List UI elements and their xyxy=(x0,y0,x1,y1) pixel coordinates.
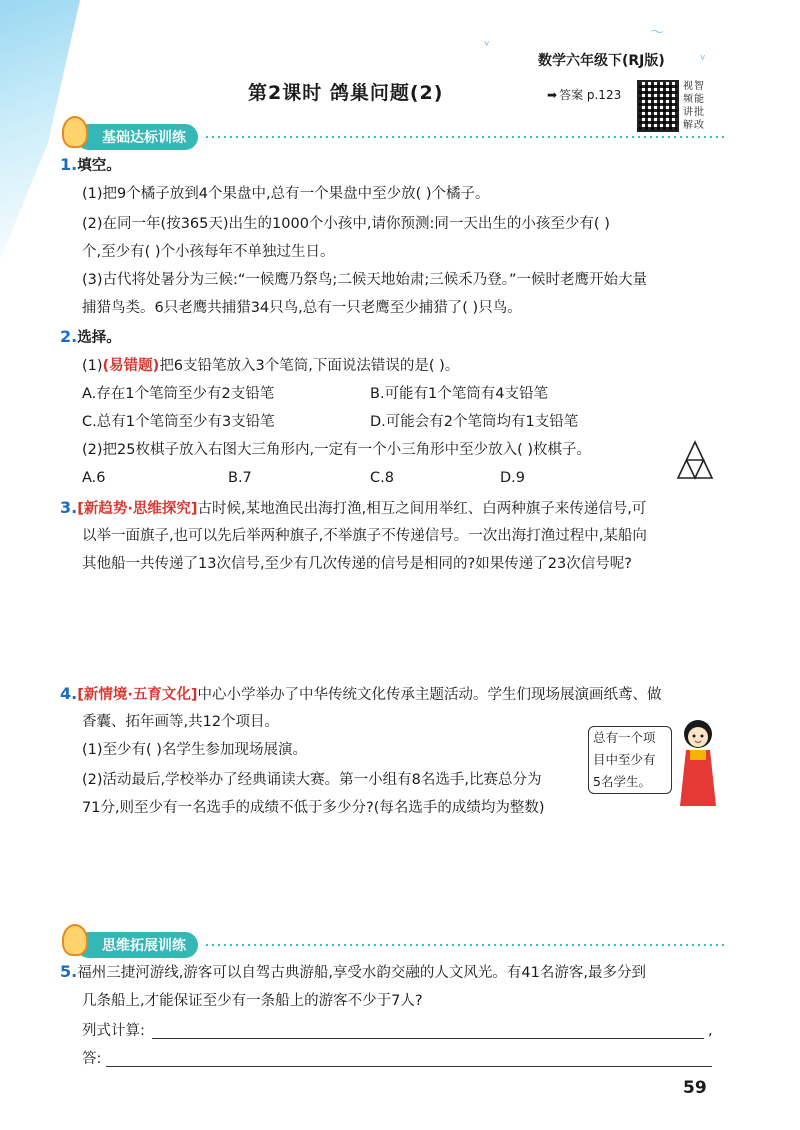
q2-part1-prefix: (1) xyxy=(82,358,103,374)
q1-part2-line2: 个,至少有( )个小孩每年不单独过生日。 xyxy=(82,244,335,260)
question-number: 2. xyxy=(60,327,78,346)
calc-label: 列式计算: xyxy=(82,1023,145,1039)
q4-part1: (1)至少有( )名学生参加现场展演。 xyxy=(82,742,307,758)
answer-label: 答: xyxy=(82,1051,102,1067)
q4-part2-line2: 71分,则至少有一名选手的成绩不低于多少分?(每名选手的成绩均为整数) xyxy=(82,800,545,816)
page-title: 第2课时 鸽巢问题(2) xyxy=(248,82,444,104)
choice-d: D.9 xyxy=(500,470,525,486)
q4-part2-line1: (2)活动最后,学校举办了经典诵读大赛。第一小组有8名选手,比赛总分为 xyxy=(82,772,542,788)
question-4-line1 xyxy=(60,684,661,705)
question-4-line2: 香囊、拓年画等,共12个项目。 xyxy=(82,714,280,730)
book-subtitle: 数学六年级下(RJ版) xyxy=(538,53,665,69)
q1-part2-line1: (2)在同一年(按365天)出生的1000个小孩中,请你预测:同一天出生的小孩至少有( ) xyxy=(82,216,610,232)
answer-line[interactable] xyxy=(106,1066,712,1067)
question-number: 4. xyxy=(60,684,78,703)
question-number: 3. xyxy=(60,498,78,517)
choice-b: B.7 xyxy=(228,470,252,486)
question-heading: 填空。 xyxy=(77,158,121,174)
section-badge xyxy=(76,932,198,958)
question-1-head xyxy=(60,155,121,176)
section-banner-extend xyxy=(76,932,724,958)
option-a: A.存在1个笔筒至少有2支铅笔 xyxy=(82,386,275,402)
q2-part1 xyxy=(82,356,459,376)
q1-part3-line2: 捕猎鸟类。6只老鹰共捕猎34只鸟,总有一只老鹰至少捕猎了( )只鸟。 xyxy=(82,300,522,316)
answer-reference xyxy=(547,86,621,103)
dotted-divider xyxy=(204,944,724,946)
q3-text: 古时候,某地渔民出海打渔,相互之间用举红、白两种旗子来传递信号,可 xyxy=(197,501,647,517)
section-title: 思维拓展训练 xyxy=(102,938,186,954)
arrow-right-icon: ➡ xyxy=(547,88,558,102)
section-banner-basic xyxy=(76,124,724,150)
bubble-line: 总有一个项 xyxy=(593,730,656,745)
choice-a: A.6 xyxy=(82,470,106,486)
page-number: 59 xyxy=(683,1078,707,1098)
q2-part2: (2)把25枚棋子放入右图大三角形内,一定有一个小三角形中至少放入( )枚棋子。 xyxy=(82,442,592,458)
option-b: B.可能有1个笔筒有4支铅笔 xyxy=(370,386,549,402)
mascot-icon xyxy=(62,924,88,956)
triangle-figure xyxy=(676,440,714,480)
q2-part1-text: 把6支铅笔放入3个笔筒,下面说法错误的是( )。 xyxy=(159,358,460,374)
answer-ref-text: 答案 p.123 xyxy=(559,88,622,102)
question-3-line2: 以举一面旗子,也可以先后举两种旗子,不举旗子不传递信号。一次出海打渔过程中,某船向 xyxy=(82,528,647,544)
bird-icon: ᵛ xyxy=(484,38,490,54)
q1-part1: (1)把9个橘子放到4个果盘中,总有一个果盘中至少放( )个橘子。 xyxy=(82,186,490,202)
bubble-line: 5名学生。 xyxy=(593,774,651,789)
question-heading: 选择。 xyxy=(77,330,121,346)
mascot-icon xyxy=(62,116,88,148)
question-3-line3: 其他船一共传递了13次信号,至少有几次传递的信号是相同的?如果传递了23次信号呢? xyxy=(82,556,632,572)
option-c: C.总有1个笔筒至少有3支铅笔 xyxy=(82,414,275,430)
question-number: 5. xyxy=(60,962,78,981)
choice-c: C.8 xyxy=(370,470,394,486)
tricky-tag: (易错题) xyxy=(102,358,160,374)
q5-text: 福州三捷河游线,游客可以自驾古典游船,享受水韵交融的人文风光。有41名游客,最多分到 xyxy=(77,965,646,981)
question-number: 1. xyxy=(60,155,78,174)
question-5-line2: 几条船上,才能保证至少有一条船上的游客不少于7人? xyxy=(82,993,423,1009)
question-2-head xyxy=(60,327,121,348)
option-d: D.可能会有2个笔筒均有1支铅笔 xyxy=(370,414,579,430)
dotted-divider xyxy=(204,136,724,138)
girl-character-icon xyxy=(676,718,720,810)
question-3-line1 xyxy=(60,498,646,519)
qr-label: 视智频能讲批解改 xyxy=(683,81,705,131)
dolphin-icon: 〜 xyxy=(650,25,664,41)
section-badge xyxy=(76,124,198,150)
question-5-line1 xyxy=(60,962,646,983)
trend-tag: [新趋势·思维探究] xyxy=(77,501,198,517)
speech-bubble xyxy=(588,726,672,794)
q4-text: 中心小学举办了中华传统文化传承主题活动。学生们现场展演画纸鸢、做 xyxy=(197,687,662,703)
calc-answer-line[interactable] xyxy=(152,1038,704,1039)
bird-icon: ᵛ xyxy=(700,52,706,68)
calc-comma: , xyxy=(708,1023,713,1039)
section-title: 基础达标训练 xyxy=(102,130,186,146)
q1-part3-line1: (3)古代将处暑分为三候:“一候鹰乃祭鸟;二候天地始肃;三候禾乃登。”一候时老鹰开始大量 xyxy=(82,272,647,288)
bubble-line: 目中至少有 xyxy=(593,752,656,767)
context-tag: [新情境·五育文化] xyxy=(77,687,198,703)
